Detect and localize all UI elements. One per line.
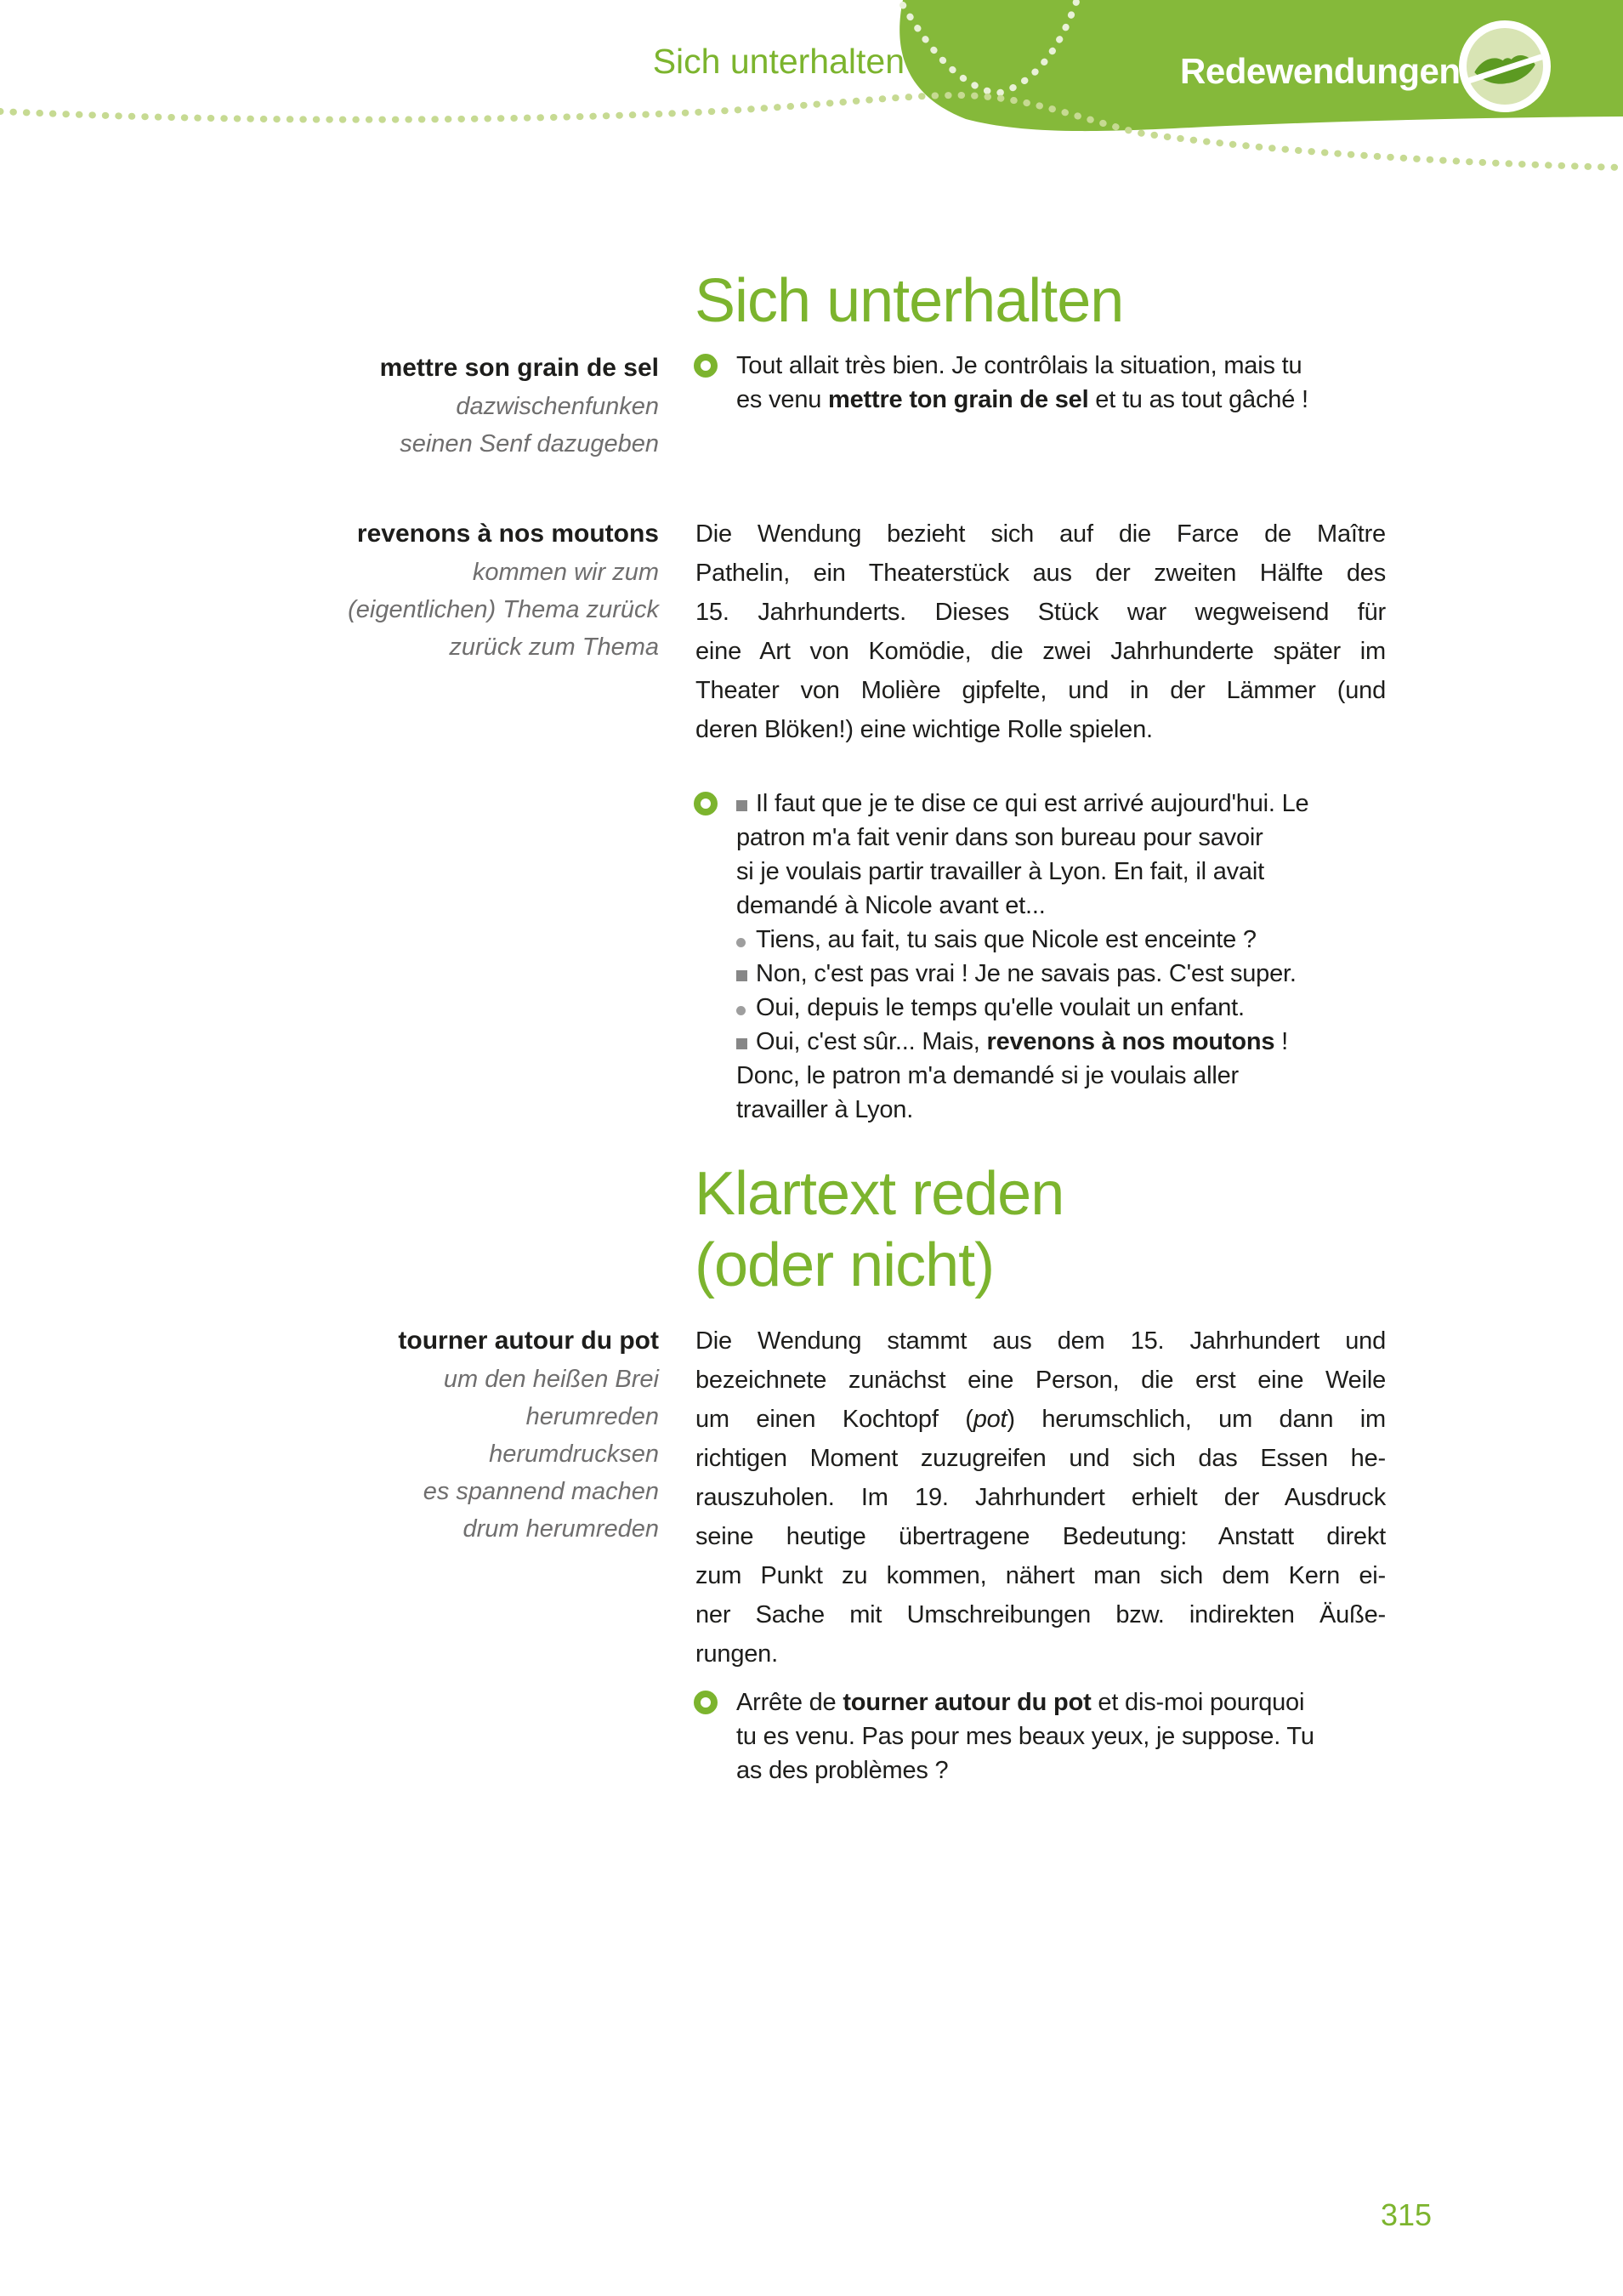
paragraph-line bbox=[695, 1478, 1386, 1517]
ring-bullet-icon bbox=[694, 792, 718, 816]
text-run: Non, c'est pas vrai ! Je ne savais pas. C'est super. bbox=[756, 960, 1297, 987]
paragraph-line bbox=[695, 1595, 1386, 1634]
margin-gloss: kommen wir zum bbox=[472, 559, 659, 586]
margin-term: tourner autour du pot bbox=[398, 1327, 659, 1355]
bold-text: tourner autour du pot bbox=[843, 1689, 1092, 1716]
dialogue-line bbox=[736, 1719, 1386, 1753]
dialogue-block bbox=[736, 1685, 1386, 1787]
section-heading-line: Klartext reden bbox=[695, 1160, 1064, 1228]
text-run: Pathelin, ein Theaterstück aus der zweiten Hälfte des bbox=[695, 560, 1386, 587]
text-run: seine heutige übertragene Bedeutung: Anstatt direkt bbox=[695, 1523, 1386, 1550]
section-heading-line: Sich unterhalten bbox=[695, 267, 1124, 335]
margin-gloss: um den heißen Brei bbox=[443, 1366, 659, 1393]
bold-text: revenons à nos moutons bbox=[986, 1028, 1275, 1055]
text-run: patron m'a fait venir dans son bureau pour savoir bbox=[736, 824, 1263, 851]
dialogue-line bbox=[736, 1025, 1386, 1059]
text-run: as des problèmes ? bbox=[736, 1757, 949, 1784]
margin-gloss: zurück zum Thema bbox=[449, 634, 659, 661]
margin-column bbox=[281, 514, 659, 666]
dialogue-line bbox=[736, 383, 1386, 417]
dialogue-line bbox=[736, 1059, 1386, 1093]
header-decoration bbox=[0, 0, 1623, 213]
dialogue-line bbox=[736, 349, 1386, 383]
square-bullet-icon bbox=[736, 970, 747, 981]
dot-bullet-icon bbox=[736, 1006, 746, 1015]
margin-gloss: es spannend machen bbox=[423, 1478, 659, 1505]
dialogue-block bbox=[736, 787, 1386, 1127]
paragraph-line bbox=[695, 1517, 1386, 1556]
bold-text: mettre ton grain de sel bbox=[828, 386, 1089, 413]
text-run: zum Punkt zu kommen, nähert man sich dem Kern ei- bbox=[695, 1562, 1386, 1589]
dialogue-line bbox=[736, 821, 1386, 855]
text-run: rungen. bbox=[695, 1640, 778, 1668]
text-run: es venu bbox=[736, 386, 829, 413]
text-run: Theater von Molière gipfelte, und in der Lämmer (und bbox=[695, 677, 1386, 704]
paragraph-line bbox=[695, 514, 1386, 554]
section-heading bbox=[695, 1158, 1064, 1301]
text-run: eine Art von Komödie, die zwei Jahrhunderte später im bbox=[695, 638, 1386, 665]
text-run: et tu as tout gâché ! bbox=[1088, 386, 1308, 413]
square-bullet-icon bbox=[736, 1038, 747, 1049]
square-bullet-icon bbox=[736, 800, 747, 811]
margin-gloss: dazwischenfunken bbox=[456, 393, 659, 420]
text-run: Die Wendung stammt aus dem 15. Jahrhundert und bbox=[695, 1327, 1386, 1355]
text-run: Il faut que je te dise ce qui est arrivé aujourd'hui. Le bbox=[756, 790, 1309, 817]
margin-gloss: drum herumreden bbox=[462, 1515, 659, 1543]
section-heading bbox=[695, 265, 1123, 337]
margin-column bbox=[281, 349, 659, 463]
lips-badge bbox=[1459, 20, 1551, 112]
ring-bullet-icon bbox=[694, 354, 718, 378]
paragraph-line bbox=[695, 1634, 1386, 1674]
dialogue-line bbox=[736, 1753, 1386, 1787]
text-run: Donc, le patron m'a demandé si je voulais aller bbox=[736, 1062, 1239, 1089]
text-run: deren Blöken!) eine wichtige Rolle spielen. bbox=[695, 716, 1153, 743]
text-run: um einen Kochtopf ( bbox=[695, 1406, 973, 1433]
text-run: Die Wendung bezieht sich auf die Farce de Maître bbox=[695, 520, 1386, 548]
paragraph-line bbox=[695, 1400, 1386, 1439]
ring-bullet-icon bbox=[694, 1691, 718, 1714]
dialogue-line bbox=[736, 957, 1386, 991]
paragraph-line bbox=[695, 1321, 1386, 1361]
text-run: demandé à Nicole avant et... bbox=[736, 892, 1046, 919]
margin-column bbox=[281, 1321, 659, 1548]
paragraph-line bbox=[695, 671, 1386, 710]
dialogue-line bbox=[736, 1685, 1386, 1719]
dialogue-line bbox=[736, 889, 1386, 923]
text-run: ) herumschlich, um dann im bbox=[1007, 1406, 1386, 1433]
text-run: richtigen Moment zuzugreifen und sich das Essen he- bbox=[695, 1445, 1386, 1472]
text-run: Tout allait très bien. Je contrôlais la situation, mais tu bbox=[736, 352, 1302, 379]
margin-gloss: herumreden bbox=[525, 1403, 659, 1430]
explanation-paragraph bbox=[695, 1321, 1386, 1674]
text-run: Tiens, au fait, tu sais que Nicole est enceinte ? bbox=[756, 926, 1257, 953]
paragraph-line bbox=[695, 1361, 1386, 1400]
text-run: Arrête de bbox=[736, 1689, 843, 1716]
paragraph-line bbox=[695, 710, 1386, 749]
text-run: Oui, c'est sûr... Mais, bbox=[756, 1028, 987, 1055]
text-run: 15. Jahrhunderts. Dieses Stück war wegweisend für bbox=[695, 599, 1386, 626]
text-run: ! bbox=[1274, 1028, 1289, 1055]
text-run: tu es venu. Pas pour mes beaux yeux, je suppose. Tu bbox=[736, 1723, 1314, 1750]
paragraph-line bbox=[695, 632, 1386, 671]
text-run: ner Sache mit Umschreibungen bzw. indirekten Äuße- bbox=[695, 1601, 1386, 1628]
italic-text: pot bbox=[973, 1406, 1007, 1433]
margin-gloss: herumdrucksen bbox=[489, 1441, 659, 1468]
text-run: Oui, depuis le temps qu'elle voulait un enfant. bbox=[756, 994, 1245, 1021]
explanation-paragraph bbox=[695, 514, 1386, 749]
paragraph-line bbox=[695, 593, 1386, 632]
header-section-label: Redewendungen bbox=[1180, 51, 1461, 91]
paragraph-line bbox=[695, 1556, 1386, 1595]
text-run: si je voulais partir travailler à Lyon. En fait, il avait bbox=[736, 858, 1264, 885]
dialogue-line bbox=[736, 991, 1386, 1025]
paragraph-line bbox=[695, 554, 1386, 593]
text-run: travailler à Lyon. bbox=[736, 1096, 914, 1123]
dialogue-block bbox=[736, 349, 1386, 417]
dialogue-line bbox=[736, 1093, 1386, 1127]
text-run: rauszuholen. Im 19. Jahrhundert erhielt der Ausdruck bbox=[695, 1484, 1386, 1511]
dialogue-line bbox=[736, 923, 1386, 957]
dialogue-line bbox=[736, 855, 1386, 889]
margin-term: mettre son grain de sel bbox=[379, 354, 659, 382]
dialogue-line bbox=[736, 787, 1386, 821]
margin-term: revenons à nos moutons bbox=[356, 520, 659, 548]
margin-gloss: seinen Senf dazugeben bbox=[400, 430, 659, 457]
header-chapter-label: Sich unterhalten bbox=[652, 42, 905, 81]
paragraph-line bbox=[695, 1439, 1386, 1478]
dot-bullet-icon bbox=[736, 938, 746, 947]
section-heading-line: (oder nicht) bbox=[695, 1231, 995, 1299]
text-run: bezeichnete zunächst eine Person, die erst eine Weile bbox=[695, 1367, 1386, 1394]
margin-gloss: (eigentlichen) Thema zurück bbox=[348, 596, 659, 623]
text-run: et dis-moi pourquoi bbox=[1091, 1689, 1305, 1716]
page-number: 315 bbox=[1381, 2197, 1433, 2232]
